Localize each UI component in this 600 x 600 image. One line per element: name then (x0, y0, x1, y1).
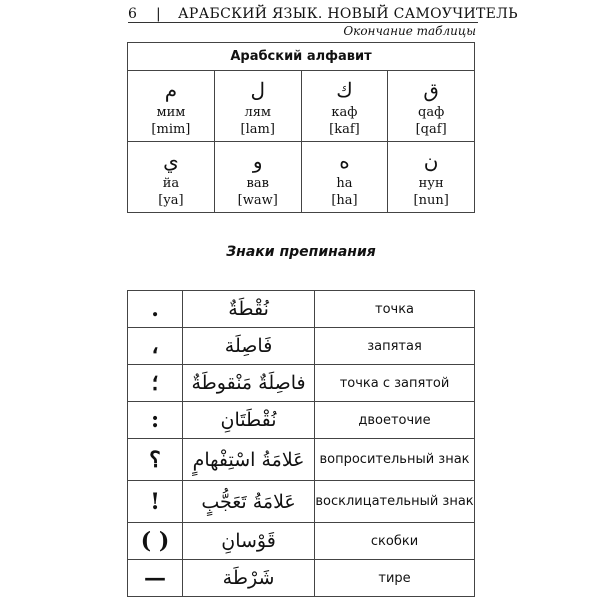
letter-transliteration: [nun] (413, 193, 449, 208)
letter-name: qaф (418, 105, 445, 120)
book-title: АРАБСКИЙ ЯЗЫК. НОВЫЙ САМОУЧИТЕЛЬ (178, 6, 518, 22)
punctuation-symbol: ؛ (128, 365, 183, 402)
table-continued-label: Окончание таблицы (343, 24, 476, 38)
arabic-letter: ك (336, 78, 353, 102)
arabic-term: عَلامَةُ تَعَجُّبٍ (183, 481, 315, 523)
letter-transliteration: [lam] (240, 122, 275, 137)
letter-name: йа (162, 176, 180, 191)
letter-cell-ha (301, 142, 388, 213)
russian-term: точка (315, 291, 475, 328)
table-row (128, 402, 475, 439)
russian-term: тире (315, 560, 475, 597)
letter-transliteration: [kaf] (329, 122, 360, 137)
russian-term: вопросительный знак (315, 439, 475, 481)
letter-cell-lam (214, 71, 301, 142)
letter-name: ha (336, 176, 353, 191)
arabic-term: عَلامَةُ اسْتِفْهامٍ (183, 439, 315, 481)
letter-transliteration: [mim] (151, 122, 191, 137)
arabic-term: نُقْطَةٌ (183, 291, 315, 328)
arabic-letter: ن (423, 149, 439, 173)
russian-term: запятая (315, 328, 475, 365)
russian-term: двоеточие (315, 402, 475, 439)
punctuation-table (127, 290, 475, 597)
arabic-alphabet-table (127, 42, 475, 213)
alphabet-row (128, 142, 475, 213)
letter-name: лям (244, 105, 272, 120)
russian-term: скобки (315, 523, 475, 560)
arabic-term: فاصِلَةٌ مَنْقوطَةٌ (183, 365, 315, 402)
letter-transliteration: [waw] (237, 193, 278, 208)
letter-transliteration: [ya] (158, 193, 184, 208)
arabic-term: نُقْطَتَانِ (183, 402, 315, 439)
letter-cell-nun (388, 142, 475, 213)
page-number: 6 (128, 6, 138, 22)
russian-term: точка с запятой (315, 365, 475, 402)
letter-name: мим (156, 105, 186, 120)
russian-term: восклицательный знак (315, 481, 475, 523)
table-row (128, 328, 475, 365)
punctuation-symbol: ؟ (128, 439, 183, 481)
arabic-letter: ل (250, 78, 265, 102)
table-row (128, 481, 475, 523)
punctuation-symbol: : (128, 402, 183, 439)
letter-cell-ya (128, 142, 215, 213)
punctuation-symbol: . (128, 291, 183, 328)
letter-cell-qaf (388, 71, 475, 142)
punctuation-section-title: Знаки препинания (226, 244, 376, 260)
arabic-letter: ي (163, 149, 179, 173)
alphabet-row (128, 71, 475, 142)
table-row (128, 523, 475, 560)
letter-name: каф (331, 105, 358, 120)
table-row (128, 291, 475, 328)
table-row (128, 365, 475, 402)
letter-transliteration: [ha] (331, 193, 358, 208)
arabic-letter: و (252, 149, 263, 173)
letter-transliteration: [qaf] (415, 122, 447, 137)
arabic-term: شَرْطَة (183, 560, 315, 597)
punctuation-symbol: ( ) (128, 523, 183, 560)
letter-name: нун (418, 176, 444, 191)
arabic-letter: ق (423, 78, 439, 102)
letter-name: вав (246, 176, 269, 191)
table-row (128, 439, 475, 481)
letter-cell-kaf (301, 71, 388, 142)
punctuation-symbol: — (128, 560, 183, 597)
running-header (128, 6, 518, 23)
arabic-letter: م (164, 78, 178, 102)
letter-cell-mim (128, 71, 215, 142)
punctuation-symbol: ، (128, 328, 183, 365)
header-separator: | (156, 6, 162, 22)
arabic-term: قَوْسانِ (183, 523, 315, 560)
arabic-letter: ه (339, 149, 350, 173)
arabic-term: فَاصِلَة (183, 328, 315, 365)
alphabet-table-title: Арабский алфавит (128, 43, 475, 71)
punctuation-symbol: ! (128, 481, 183, 523)
letter-cell-waw (214, 142, 301, 213)
table-row (128, 560, 475, 597)
